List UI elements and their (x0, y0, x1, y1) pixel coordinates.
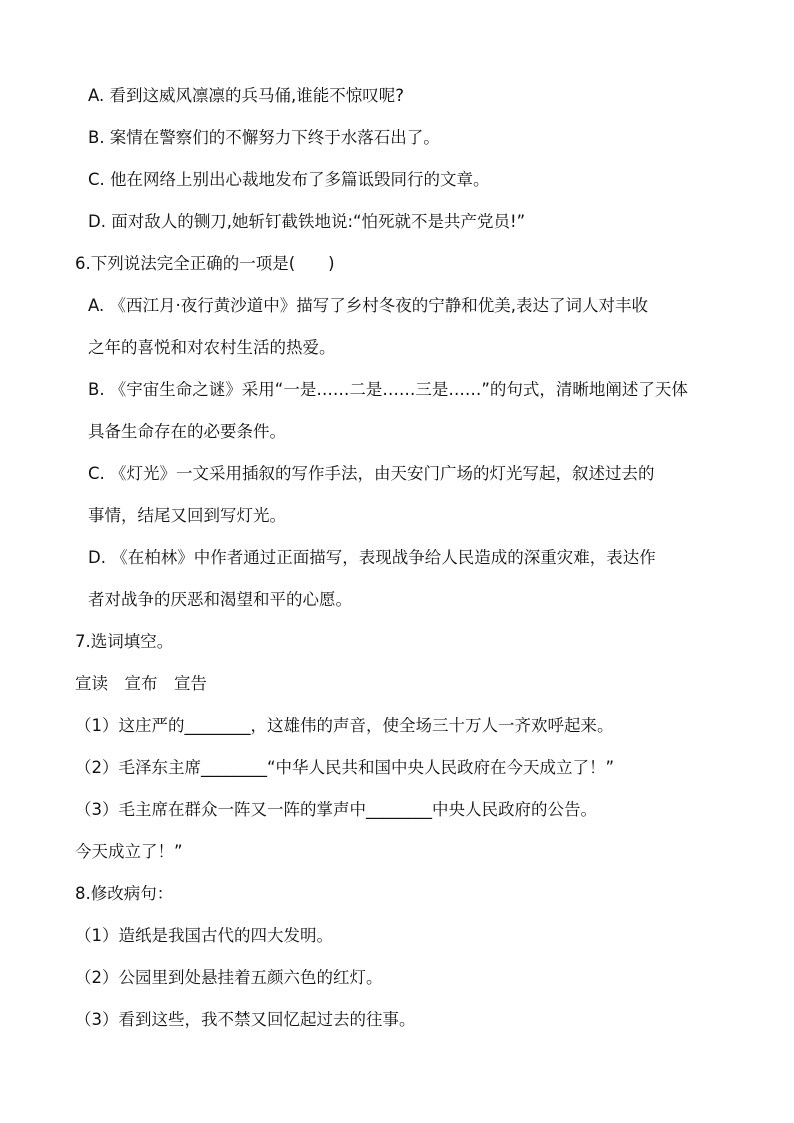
q5-option-c: C. 他在网络上别出心裁地发布了多篇诋毁同行的文章。 (88, 170, 490, 189)
q6-option-b-cont: 具备生命存在的必要条件。 (88, 422, 286, 441)
q5-option-a: A. 看到这威风凛凛的兵马俑,谁能不惊叹呢? (88, 86, 404, 105)
q7-word-bank: 宣读 宣布 宣告 (75, 674, 207, 693)
q6-option-b: B. 《宇宙生命之谜》采用“一是……二是……三是……”的句式，清晰地阐述了天体 (88, 380, 688, 399)
q5-option-d: D. 面对敌人的铡刀,她斩钉截铁地说:“怕死就不是共产党员!” (88, 212, 526, 231)
q6-option-d: D. 《在柏林》中作者通过正面描写，表现战争给人民造成的深重灾难，表达作 (88, 548, 656, 567)
q5-option-b: B. 案情在警察们的不懈努力下终于水落石出了。 (88, 128, 440, 147)
q7-trailing-text: 今天成立了！” (75, 842, 183, 861)
q7-item-2: （2）毛泽东主席________“中华人民共和国中央人民政府在今天成立了！” (75, 758, 615, 777)
q6-option-a-cont: 之年的喜悦和对农村生活的热爱。 (88, 338, 336, 357)
q6-option-c-cont: 事情，结尾又回到写灯光。 (88, 506, 286, 525)
q6-stem: 6.下列说法完全正确的一项是( ) (75, 254, 335, 273)
q6-option-a: A. 《西江月·夜行黄沙道中》描写了乡村冬夜的宁静和优美,表达了词人对丰收 (88, 296, 648, 315)
q7-item-3: （3）毛主席在群众一阵又一阵的掌声中________中央人民政府的公告。 (75, 800, 597, 819)
q7-item-1: （1）这庄严的________，这雄伟的声音，使全场三十万人一齐欢呼起来。 (75, 716, 614, 735)
q6-option-c: C. 《灯光》一文采用插叙的写作手法，由天安门广场的灯光写起，叙述过去的 (88, 464, 655, 483)
q8-stem: 8.修改病句： (75, 884, 174, 903)
q8-item-2: （2）公园里到处悬挂着五颜六色的红灯。 (75, 968, 383, 987)
q7-stem: 7.选词填空。 (75, 632, 174, 651)
q6-option-d-cont: 者对战争的厌恶和渴望和平的心愿。 (88, 590, 352, 609)
q8-item-3: （3）看到这些，我不禁又回忆起过去的往事。 (75, 1010, 416, 1029)
q8-item-1: （1）造纸是我国古代的四大发明。 (75, 926, 333, 945)
